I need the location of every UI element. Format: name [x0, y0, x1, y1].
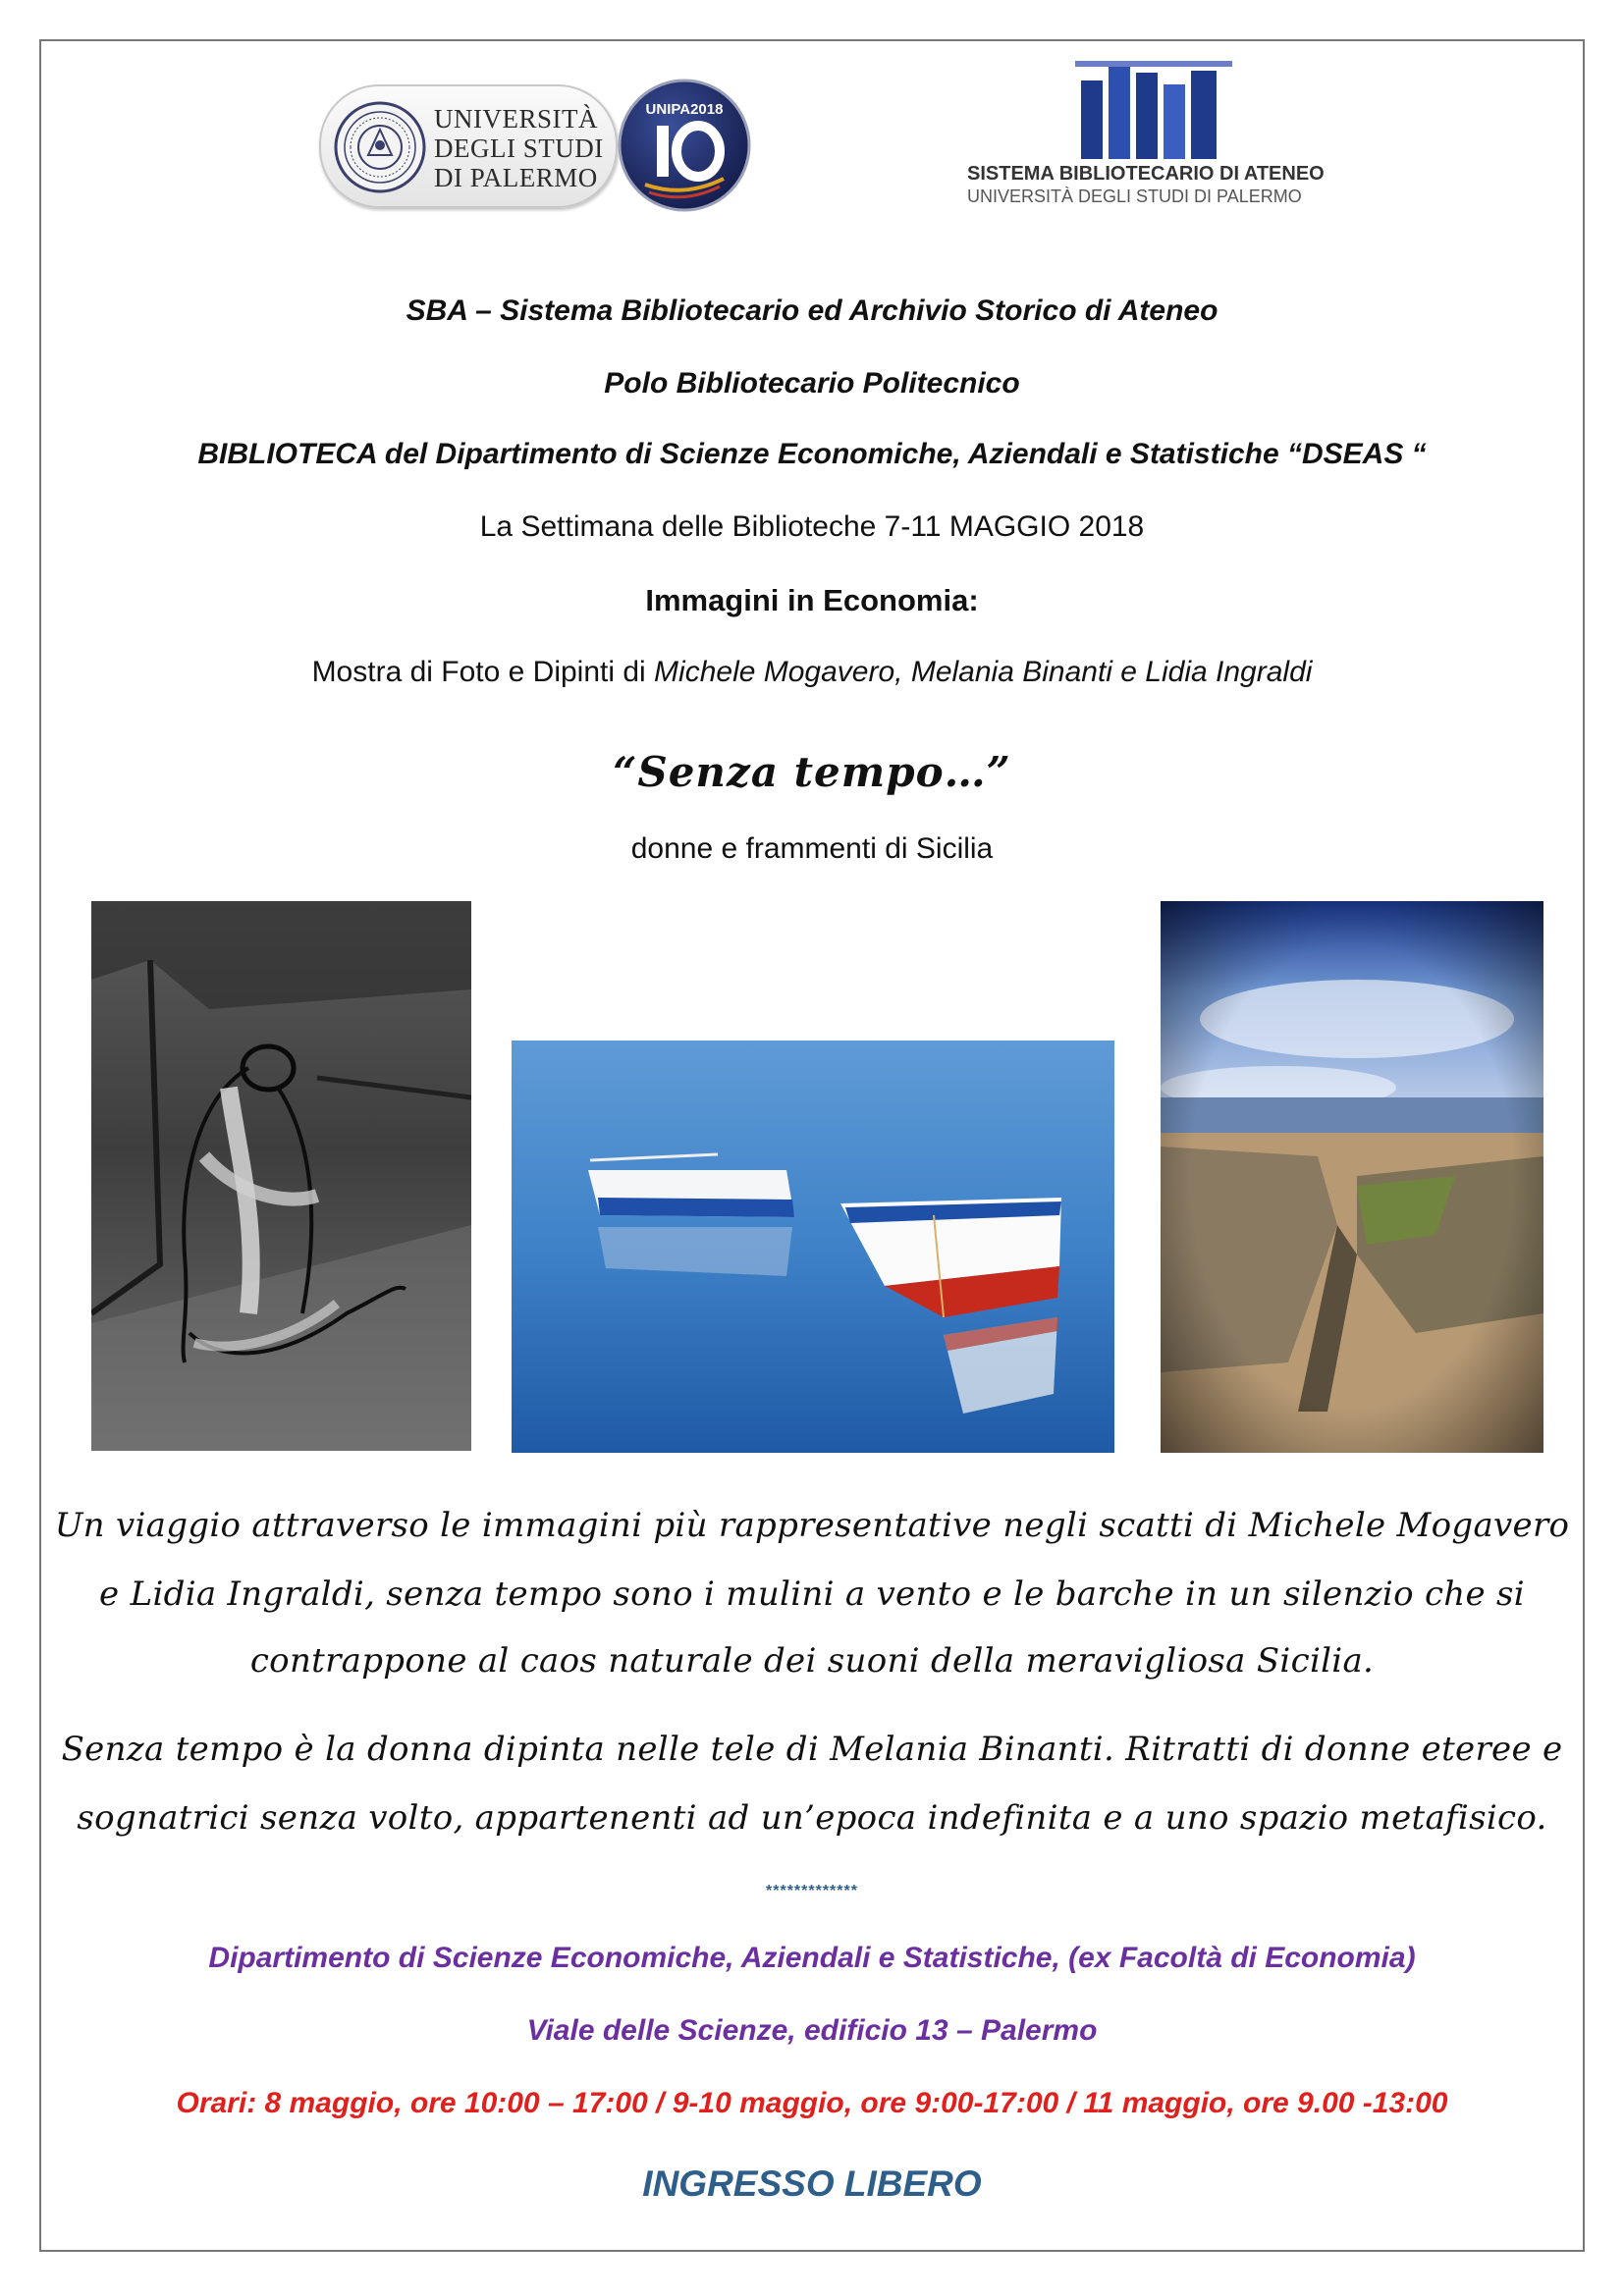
description-p1-line2: e Lidia Ingraldi, senza tempo sono i mulini a vento e le barche in un silenzio che si	[99, 1575, 1525, 1614]
artists-prefix: Mostra di Foto e Dipinti di	[311, 656, 655, 688]
exhibition-heading: Immagini in Economia:	[645, 583, 979, 617]
university-seal-icon	[333, 100, 427, 194]
unipa-logo-text	[434, 104, 621, 192]
exhibition-title: “Senza tempo…”	[613, 748, 1011, 796]
painting-seated-woman-image	[91, 901, 471, 1451]
photo-boats	[512, 1041, 1114, 1453]
artists-names: Michele Mogavero, Melania Binanti e Lidia Ingraldi	[654, 656, 1313, 688]
description-p1-line3: contrappone al caos naturale dei suoni della meravigliosa Sicilia.	[249, 1641, 1375, 1681]
venue-department: Dipartimento di Scienze Economiche, Aziendali e Statistiche, (ex Facoltà di Economia)	[208, 1942, 1416, 1974]
unipa-2018-badge-icon	[616, 77, 753, 214]
photo-boats-image	[512, 1041, 1114, 1453]
unipa-logo-pill	[319, 84, 618, 208]
sba-logo-title: SISTEMA BIBLIOTECARIO DI ATENEO	[967, 163, 1325, 185]
description-p2-line1: Senza tempo è la donna dipinta nelle tele di Melania Binanti. Ritratti di donne eteree e	[61, 1730, 1563, 1769]
sba-logo	[967, 61, 1325, 228]
exhibition-subtitle: donne e frammenti di Sicilia	[630, 832, 994, 865]
sba-logo-subtitle: UNIVERSITÀ DEGLI STUDI DI PALERMO	[967, 187, 1302, 206]
free-entry: INGRESSO LIBERO	[642, 2163, 982, 2204]
unipa-line-2: DEGLI STUDI	[434, 133, 604, 163]
description-p2-line2: sognatrici senza volto, appartenenti ad un’epoca indefinita e a uno spazio metafisico.	[77, 1798, 1547, 1838]
description-p1-line1: Un viaggio attraverso le immagini più rappresentative negli scatti di Michele Mogavero	[54, 1506, 1570, 1545]
unipa-line-3: DI PALERMO	[434, 163, 598, 192]
opening-hours: Orari: 8 maggio, ore 10:00 – 17:00 / 9-10 maggio, ore 9:00-17:00 / 11 maggio, ore 9.00 -13:00	[176, 2087, 1448, 2119]
photo-rocks-sea	[1161, 901, 1543, 1453]
header-biblioteca: BIBLIOTECA del Dipartimento di Scienze Economiche, Aziendali e Statistiche “DSEAS “	[197, 438, 1427, 470]
separator: *************	[766, 1883, 858, 1899]
event-week: La Settimana delle Biblioteche 7-11 MAGGIO 2018	[479, 510, 1145, 543]
badge-label: UNIPA2018	[645, 101, 724, 118]
library-bookshelf-icon	[1075, 61, 1232, 159]
unipa-logo	[319, 77, 761, 214]
header-sba: SBA – Sistema Bibliotecario ed Archivio Storico di Ateneo	[406, 294, 1218, 327]
unipa-line-1: UNIVERSITÀ	[434, 104, 598, 133]
venue-address: Viale delle Scienze, edificio 13 – Palermo	[526, 2014, 1098, 2047]
exhibition-artists	[39, 656, 1585, 689]
header-polo: Polo Bibliotecario Politecnico	[604, 367, 1020, 400]
photo-rocks-sea-image	[1161, 901, 1543, 1453]
painting-seated-woman	[91, 901, 471, 1451]
